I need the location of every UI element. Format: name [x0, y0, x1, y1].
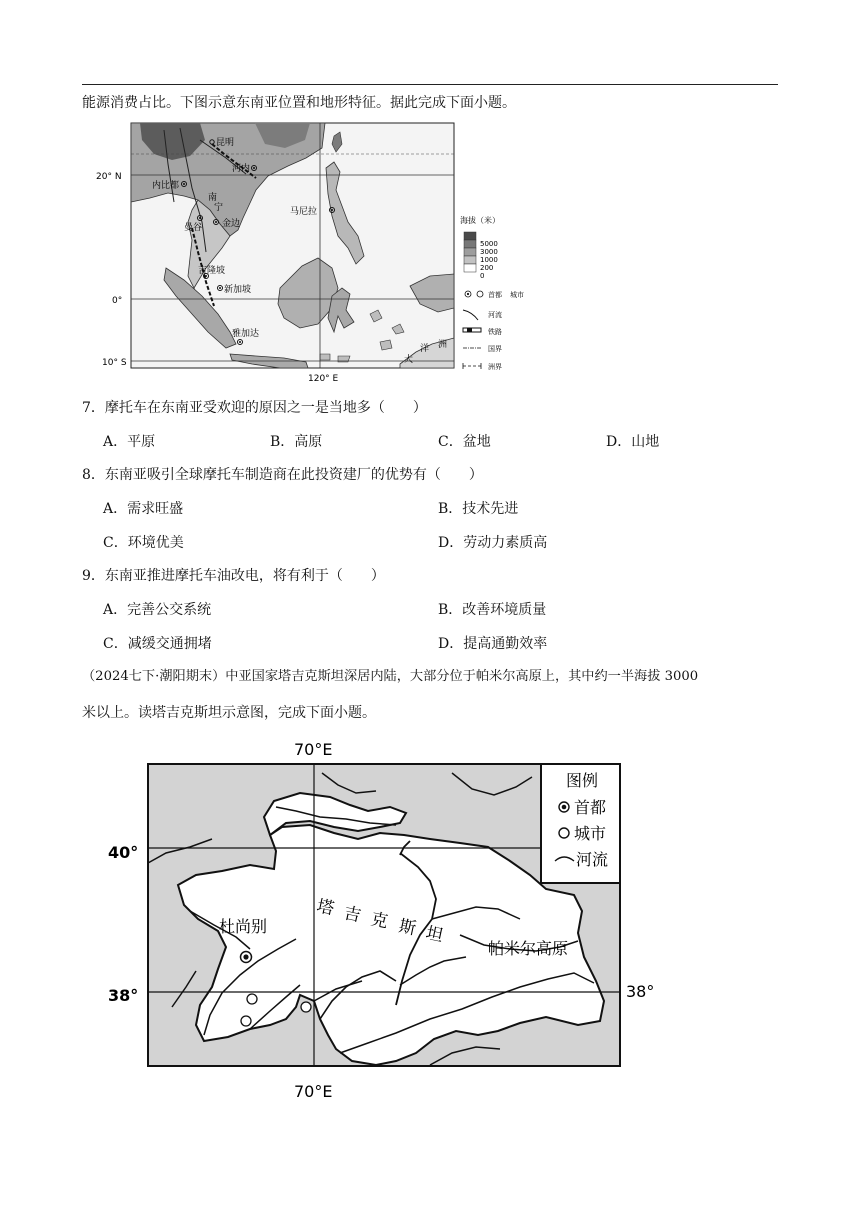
lat-38-left-label: 38° — [108, 986, 139, 1005]
lat-40-label: 40° — [108, 843, 139, 862]
place-phnom-penh: 金边 — [222, 219, 241, 229]
lat-20n-label: 20° N — [96, 172, 122, 182]
country-char-4: 斯 — [396, 916, 418, 940]
place-bangkok: 曼谷 — [184, 223, 203, 233]
country-char-5: 坦 — [423, 923, 445, 947]
city-marker — [241, 1016, 251, 1026]
place-hanoi: 河内 — [232, 164, 251, 174]
legend-level-1000: 1000 — [480, 256, 498, 264]
river-symbol — [463, 310, 478, 320]
place-yang: 洋 — [420, 344, 430, 354]
legend-national-border: 国界 — [488, 345, 502, 353]
capital-label: 杜尚别 — [219, 917, 268, 936]
map2-legend-capital: 首都 — [574, 798, 607, 817]
lat-38-right-label: 38° — [626, 982, 655, 1001]
q9-option-c[interactable]: C．减缓交通拥堵 — [103, 636, 212, 652]
city-symbol — [477, 291, 483, 297]
place-jakarta: 雅加达 — [232, 329, 260, 339]
passage-line-2: 米以上。读塔吉克斯坦示意图，完成下面小题。 — [82, 705, 376, 721]
map2-legend-title: 图例 — [566, 771, 599, 790]
q7-option-b[interactable]: B．高原 — [270, 434, 323, 450]
lat-10s-label: 10° S — [102, 358, 127, 368]
map2-legend-city: 城市 — [574, 824, 607, 843]
legend-river: 河流 — [488, 311, 502, 319]
q9-option-d[interactable]: D．提高通勤效率 — [438, 636, 548, 652]
passage-line-1: （2024七下·潮阳期末）中亚国家塔吉克斯坦深居内陆，大部分位于帕米尔高原上，其中约一半海拔 3000 — [82, 669, 699, 684]
q8-option-d[interactable]: D．劳动力素质高 — [438, 535, 548, 551]
lat-0-label: 0° — [112, 296, 123, 306]
city-marker — [247, 994, 257, 1004]
legend-capital: 首都 — [488, 291, 502, 299]
legend-level-3000: 3000 — [480, 248, 498, 256]
place-kuala-lumpur: 吉隆坡 — [198, 266, 226, 276]
q7-option-c[interactable]: C．盆地 — [438, 434, 491, 450]
q8-option-a[interactable]: A．需求旺盛 — [103, 501, 184, 517]
map2-legend-river: 河流 — [576, 850, 609, 869]
country-char-3: 克 — [368, 909, 390, 933]
plateau-label: 帕米尔高原 — [488, 939, 569, 958]
question-7-stem: 7．摩托车在东南亚受欢迎的原因之一是当地多（ ） — [82, 400, 427, 416]
place-ning: 宁 — [214, 203, 224, 213]
q7-option-d[interactable]: D．山地 — [606, 434, 660, 450]
place-nan: 南 — [208, 193, 218, 203]
q9-option-a[interactable]: A．完善公交系统 — [103, 602, 212, 618]
question-8-stem: 8．东南亚吸引全球摩托车制造商在此投资建厂的优势有（ ） — [82, 467, 483, 483]
q8-option-c[interactable]: C．环境优美 — [103, 535, 184, 551]
place-singapore: 新加坡 — [224, 285, 252, 295]
q7-option-a[interactable]: A．平原 — [103, 434, 156, 450]
intro-text: 能源消费占比。下图示意东南亚位置和地形特征。据此完成下面小题。 — [82, 95, 516, 111]
place-naypyidaw: 内比都 — [152, 181, 180, 191]
place-kunming: 昆明 — [216, 138, 235, 148]
legend-level-0: 0 — [480, 272, 485, 280]
lon-70e-top: 70°E — [294, 740, 333, 759]
country-char-2: 吉 — [341, 903, 363, 927]
q9-option-b[interactable]: B．改善环境质量 — [438, 602, 547, 618]
header-rule — [82, 84, 778, 85]
lon-70e-bottom: 70°E — [294, 1082, 333, 1101]
question-9-stem: 9．东南亚推进摩托车油改电，将有利于（ ） — [82, 568, 385, 584]
legend-city: 城市 — [510, 291, 524, 299]
city-marker — [301, 1002, 311, 1012]
tajikistan-map — [100, 735, 655, 1110]
lon-120e-label: 120° E — [308, 374, 339, 384]
legend-level-200: 200 — [480, 264, 494, 272]
map1-legend-title: 海拔（米） — [460, 216, 500, 225]
legend-level-5000: 5000 — [480, 240, 498, 248]
q8-option-b[interactable]: B．技术先进 — [438, 501, 519, 517]
southeast-asia-map — [80, 118, 540, 388]
legend-continent-border: 洲界 — [488, 363, 502, 371]
place-manila: 马尼拉 — [290, 207, 318, 217]
country-char-1: 塔 — [314, 896, 336, 920]
place-zhou: 洲 — [438, 340, 448, 350]
legend-railway: 铁路 — [488, 328, 502, 336]
place-da: 大 — [404, 355, 414, 365]
